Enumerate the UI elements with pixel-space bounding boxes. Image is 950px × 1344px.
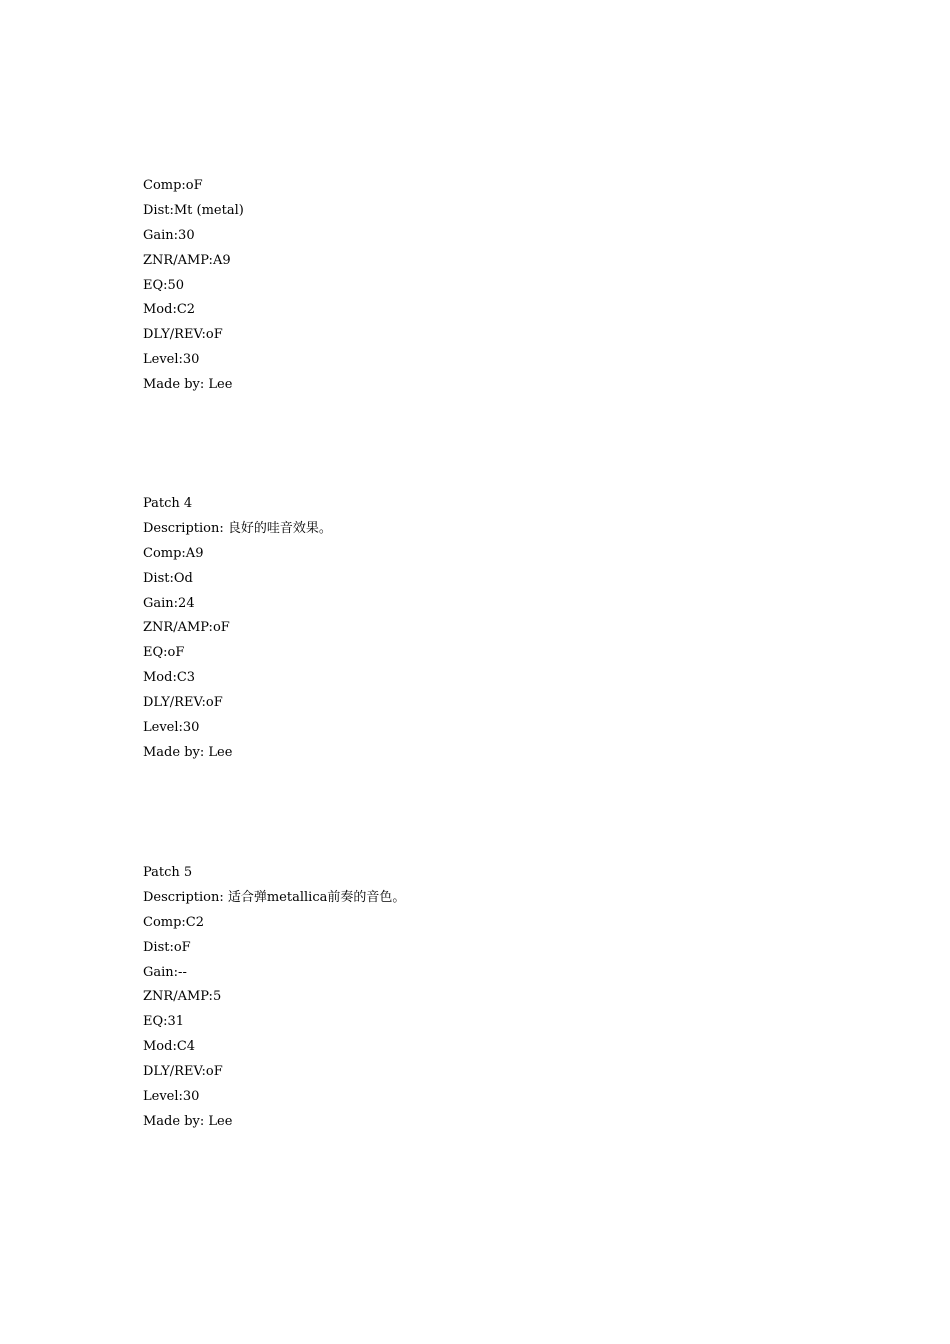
patch-3-settings	[143, 174, 244, 398]
dly-rev-setting: DLY/REV:oF	[143, 327, 223, 343]
gain-setting: Gain:--	[143, 964, 187, 980]
dly-rev-setting: DLY/REV:oF	[143, 695, 223, 711]
patch-4-settings	[143, 492, 332, 766]
dist-setting: Dist:Mt (metal)	[143, 202, 244, 218]
mod-setting: Mod:C4	[143, 1039, 196, 1055]
patch-title: Patch 5	[143, 865, 193, 880]
gain-setting: Gain:24	[143, 595, 195, 611]
comp-setting: Comp:C2	[143, 914, 205, 930]
level-setting: Level:30	[143, 352, 200, 368]
patch-description: Description: 良好的哇音效果。	[143, 520, 332, 536]
dist-setting: Dist:Od	[143, 570, 193, 586]
author-line: Made by: Lee	[143, 744, 233, 760]
author-line: Made by: Lee	[143, 377, 233, 393]
patch-description: Description: 适合弹metallica前奏的音色。	[143, 889, 406, 905]
znr-amp-setting: ZNR/AMP:oF	[143, 620, 230, 636]
mod-setting: Mod:C2	[143, 302, 196, 318]
znr-amp-setting: ZNR/AMP:A9	[143, 252, 231, 268]
eq-setting: EQ:oF	[143, 645, 185, 661]
comp-setting: Comp:oF	[143, 178, 203, 193]
level-setting: Level:30	[143, 720, 200, 736]
mod-setting: Mod:C3	[143, 670, 196, 686]
eq-setting: EQ:50	[143, 277, 185, 293]
patch-title: Patch 4	[143, 496, 193, 511]
znr-amp-setting: ZNR/AMP:5	[143, 989, 222, 1005]
dly-rev-setting: DLY/REV:oF	[143, 1064, 223, 1080]
eq-setting: EQ:31	[143, 1014, 185, 1030]
author-line: Made by: Lee	[143, 1113, 233, 1129]
level-setting: Level:30	[143, 1089, 200, 1105]
dist-setting: Dist:oF	[143, 939, 191, 955]
patch-5-settings	[143, 861, 405, 1135]
comp-setting: Comp:A9	[143, 545, 204, 561]
gain-setting: Gain:30	[143, 227, 195, 243]
